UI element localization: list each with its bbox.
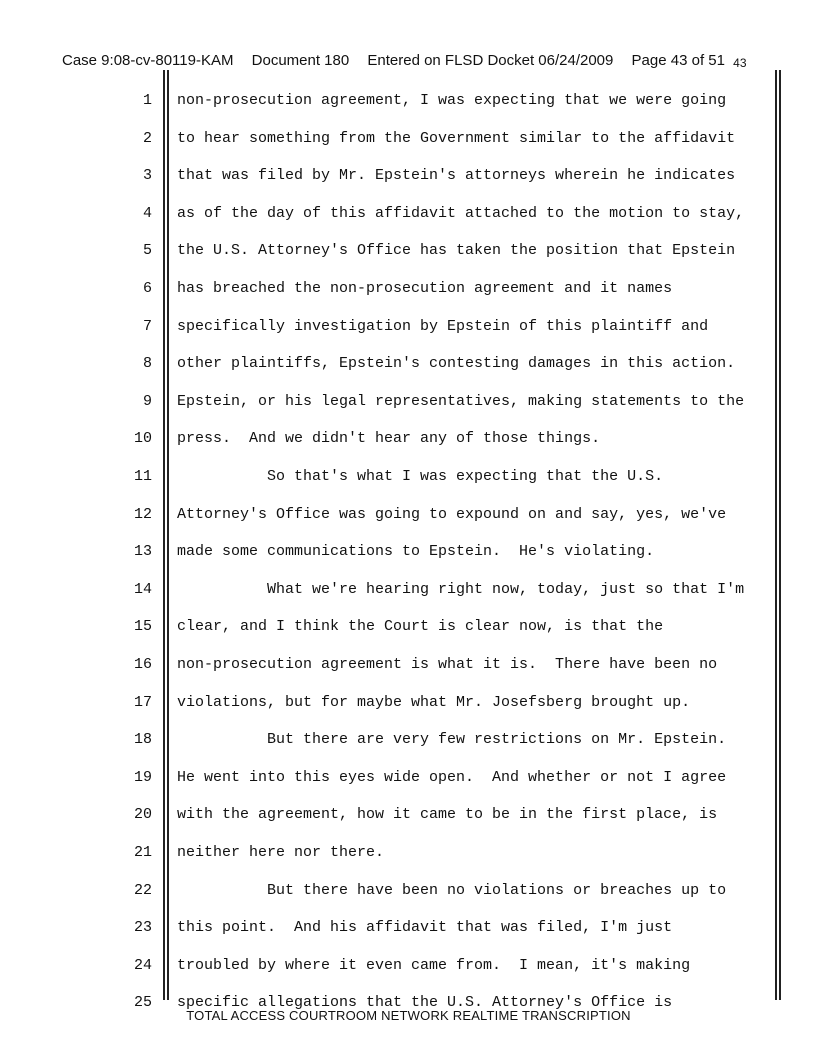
line-number: 16 [133,656,152,673]
line-text: has breached the non-prosecution agreement and it names [177,280,673,297]
line-number: 6 [142,280,152,297]
line-number: 10 [133,430,152,448]
line-number: 12 [133,505,152,523]
line-number: 24 [133,956,152,974]
line-text: press. And we didn't hear any of those things. [177,430,601,448]
line-number: 14 [133,580,152,598]
docket-header [62,52,802,70]
line-text: the U.S. Attorney's Office has taken the position that Epstein [177,242,736,260]
line-text: But there are very few restrictions on Mr. Epstein. [177,731,727,749]
case-number: Case 9:08-cv-80119-KAM [62,52,234,69]
line-number: 18 [133,731,152,749]
transcript-line [0,803,817,827]
line-text: non-prosecution agreement, I was expecting that we were going [177,92,727,109]
line-text: violations, but for maybe what Mr. Josefsberg brought up. [177,693,691,711]
transcript-line [0,916,817,940]
transcript-line [0,540,817,564]
line-text: neither here nor there. [177,844,385,861]
transcript-line [0,202,817,226]
line-number: 8 [142,355,152,373]
line-text: specific allegations that the U.S. Attorney's Office is [177,994,673,1012]
line-number: 11 [133,468,152,485]
transcript-line [0,352,817,376]
transcript-line [0,578,817,602]
line-number: 9 [142,392,152,410]
docket-entry: Entered on FLSD Docket 06/24/2009 [367,52,614,69]
transcript-line [0,954,817,978]
transcript-line [0,239,817,263]
line-text: clear, and I think the Court is clear now, is that the [177,618,664,636]
line-number: 2 [142,129,152,147]
transcript-line [0,728,817,752]
line-number: 15 [133,618,152,636]
page-footer: TOTAL ACCESS COURTROOM NETWORK REALTIME TRANSCRIPTION [186,1008,631,1023]
line-number: 25 [133,994,152,1012]
line-number: 19 [133,768,152,786]
transcript-line [0,427,817,451]
line-text: other plaintiffs, Epstein's contesting damages in this action. [177,355,736,373]
transcript-line [0,164,817,188]
transcript-line [0,879,817,903]
transcript-line [0,691,817,715]
transcript-page-number: 43 [733,56,747,70]
line-text: that was filed by Mr. Epstein's attorneys wherein he indicates [177,167,736,185]
transcript-line [0,277,817,301]
transcript-line [0,89,817,113]
line-text: specifically investigation by Epstein of this plaintiff and [177,317,709,335]
document-number: Document 180 [251,52,350,69]
page-count: Page 43 of 51 [631,52,725,69]
line-number: 23 [133,919,152,937]
line-number: 4 [142,204,152,222]
transcript-line [0,841,817,865]
transcript-line [0,390,817,414]
line-text: this point. And his affidavit that was filed, I'm just [177,919,673,937]
line-text: as of the day of this affidavit attached to the motion to stay, [177,204,745,222]
line-number: 21 [133,844,152,861]
line-text: Attorney's Office was going to expound on and say, yes, we've [177,505,727,523]
line-text: He went into this eyes wide open. And whether or not I agree [177,768,727,786]
line-text: to hear something from the Government similar to the affidavit [177,129,736,147]
transcript-line [0,766,817,790]
line-text: with the agreement, how it came to be in the first place, is [177,806,718,824]
line-text: But there have been no violations or breaches up to [177,881,727,899]
transcript-line [0,503,817,527]
line-number: 1 [142,92,152,109]
line-number: 17 [133,693,152,711]
line-text: made some communications to Epstein. He's violating. [177,543,655,561]
line-text: non-prosecution agreement is what it is. There have been no [177,656,718,673]
line-number: 7 [142,317,152,335]
line-number: 3 [142,167,152,185]
line-number: 13 [133,543,152,561]
line-text: troubled by where it even came from. I mean, it's making [177,956,691,974]
line-number: 20 [133,806,152,824]
line-number: 22 [133,881,152,899]
transcript-line [0,465,817,489]
line-text: So that's what I was expecting that the U.S. [177,468,664,485]
transcript-line [0,615,817,639]
transcript-line [0,127,817,151]
line-number: 5 [142,242,152,260]
line-text: Epstein, or his legal representatives, making statements to the [177,392,745,410]
transcript-line [0,653,817,677]
line-text: What we're hearing right now, today, just so that I'm [177,580,745,598]
transcript-line [0,315,817,339]
